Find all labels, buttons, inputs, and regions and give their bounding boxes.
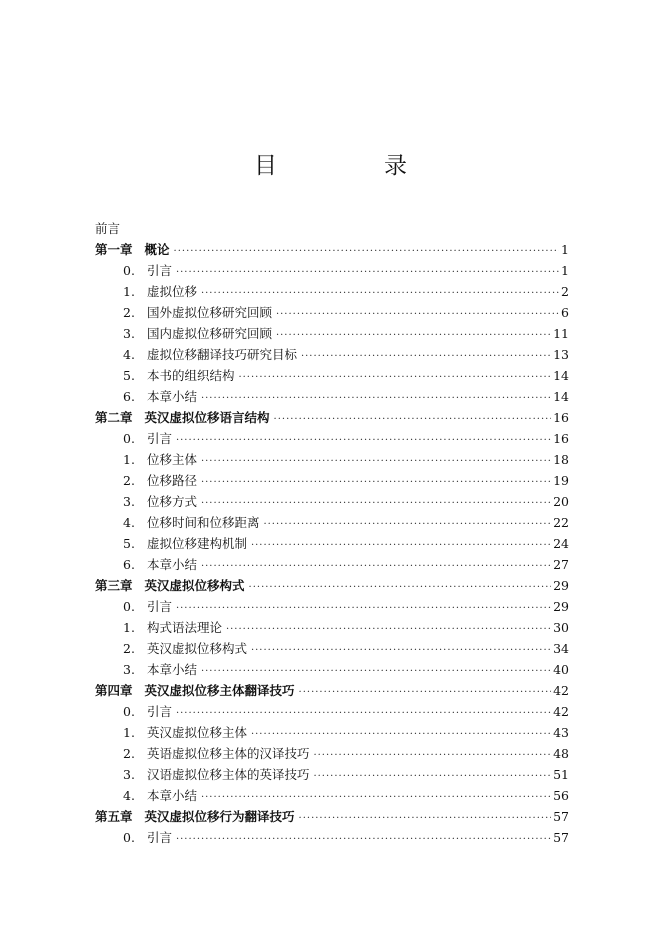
page-title: 目 录 [254,153,449,179]
toc-section-row [95,638,569,659]
toc-page-number: 48 [553,746,569,761]
toc-page-number: 1 [561,263,569,278]
toc-dot-leader [251,640,551,661]
toc-entry-number: 4. [123,515,135,530]
toc-entry-title: 英汉虚拟位移构式 [144,578,245,593]
toc-preface: 前言 [95,221,121,236]
toc-page-number: 51 [553,767,569,782]
toc-dot-leader [274,409,552,430]
toc-entry-number: 2. [123,473,135,488]
toc-section-row [95,344,569,365]
toc-dot-leader [276,304,559,325]
toc-section-row [95,827,569,848]
toc-entry-number: 3. [123,662,135,677]
toc-page-number: 29 [553,599,569,614]
table-of-contents [95,218,569,848]
toc-dot-leader [201,451,551,472]
toc-entry-number: 3. [123,326,135,341]
toc-dot-leader [313,745,551,766]
toc-entry-number: 4. [123,788,135,803]
toc-section-row [95,302,569,323]
toc-section-row [95,428,569,449]
toc-entry-number: 0. [123,830,135,845]
toc-entry-title: 引言 [146,830,172,845]
toc-chapter-row [95,239,569,260]
toc-page-number: 27 [553,557,569,572]
toc-entry-title: 英汉虚拟位移主体 [146,725,247,740]
toc-dot-leader [201,388,551,409]
toc-entry-title: 英语虚拟位移主体的汉译技巧 [146,746,310,761]
toc-page-number: 18 [553,452,569,467]
toc-section-row [95,596,569,617]
toc-entry-number: 第二章 [95,410,133,425]
toc-dot-leader [176,703,551,724]
toc-page-number: 14 [553,389,569,404]
toc-entry-title: 英汉虚拟位移行为翻译技巧 [144,809,295,824]
toc-section-row [95,260,569,281]
toc-dot-leader [201,556,551,577]
toc-dot-leader [176,430,551,451]
toc-dot-leader [251,724,551,745]
toc-chapter-row [95,575,569,596]
toc-entry-number: 6. [123,557,135,572]
toc-dot-leader [226,619,551,640]
toc-section-row [95,281,569,302]
toc-entry-number: 1. [123,284,135,299]
toc-entry-title: 英汉虚拟位移语言结构 [144,410,270,425]
toc-entry-title: 国外虚拟位移研究回顾 [146,305,272,320]
toc-entry-number: 4. [123,347,135,362]
toc-entry-title: 英汉虚拟位移主体翻译技巧 [144,683,295,698]
toc-page-number: 56 [553,788,569,803]
toc-dot-leader [313,766,551,787]
toc-dot-leader [238,367,551,388]
toc-dot-leader [249,577,552,598]
toc-dot-leader [201,472,551,493]
toc-entry-title: 概论 [144,242,170,257]
toc-entry-number: 2. [123,305,135,320]
toc-page-number: 24 [553,536,569,551]
toc-page-number: 22 [553,515,569,530]
toc-entry-title: 引言 [146,599,172,614]
toc-chapter-row [95,680,569,701]
toc-entry-number: 3. [123,494,135,509]
toc-dot-leader [176,829,551,850]
toc-section-row [95,470,569,491]
toc-page-number: 20 [553,494,569,509]
toc-dot-leader [201,283,559,304]
toc-entry-number: 1. [123,725,135,740]
toc-entry-number: 第四章 [95,683,133,698]
toc-entry-number: 6. [123,389,135,404]
toc-page-number: 43 [553,725,569,740]
toc-entry-title: 本章小结 [146,788,197,803]
toc-entry-number: 0. [123,599,135,614]
toc-page-number: 13 [553,347,569,362]
toc-entry-number: 3. [123,767,135,782]
toc-entry-number: 2. [123,746,135,761]
toc-section-row [95,617,569,638]
toc-page-number: 29 [553,578,569,593]
toc-section-row [95,554,569,575]
toc-page-number: 11 [553,326,569,341]
toc-section-row [95,659,569,680]
toc-section-row [95,743,569,764]
toc-dot-leader [299,682,552,703]
toc-dot-leader [276,325,551,346]
toc-section-row [95,533,569,554]
toc-chapter-row [95,806,569,827]
toc-entry-title: 位移主体 [146,452,197,467]
toc-page-number: 19 [553,473,569,488]
toc-entry-title: 英汉虚拟位移构式 [146,641,247,656]
toc-section-row [95,701,569,722]
toc-entry-title: 汉语虚拟位移主体的英译技巧 [146,767,310,782]
toc-entry-title: 虚拟位移建构机制 [146,536,247,551]
toc-entry-title: 虚拟位移翻译技巧研究目标 [146,347,297,362]
toc-section-row [95,785,569,806]
toc-page-number: 57 [553,830,569,845]
toc-page-number: 42 [553,704,569,719]
toc-page-number: 6 [561,305,569,320]
toc-section-row [95,365,569,386]
toc-entry-title: 虚拟位移 [146,284,197,299]
toc-entry-title: 引言 [146,431,172,446]
toc-entry-number: 第一章 [95,242,133,257]
toc-entry-title: 构式语法理论 [146,620,222,635]
toc-entry-number: 0. [123,431,135,446]
toc-section-row [95,323,569,344]
toc-entry-title: 引言 [146,263,172,278]
toc-entry-title: 本章小结 [146,662,197,677]
toc-entry-title: 本章小结 [146,389,197,404]
toc-page-number: 34 [553,641,569,656]
toc-section-row [95,449,569,470]
toc-section-row [95,722,569,743]
toc-entry-number: 2. [123,641,135,656]
toc-entry-number: 0. [123,704,135,719]
toc-section-row [95,764,569,785]
toc-entry-title: 位移方式 [146,494,197,509]
toc-page-number: 16 [553,410,569,425]
toc-entry-number: 0. [123,263,135,278]
toc-dot-leader [201,661,551,682]
toc-dot-leader [176,262,559,283]
toc-section-row [95,386,569,407]
toc-entry-title: 本书的组织结构 [146,368,235,383]
toc-dot-leader [174,241,560,262]
toc-dot-leader [299,808,552,829]
toc-entry-title: 本章小结 [146,557,197,572]
toc-page-number: 14 [553,368,569,383]
toc-page-number: 16 [553,431,569,446]
toc-page-number: 30 [553,620,569,635]
toc-dot-leader [176,598,551,619]
toc-page-number: 1 [561,242,569,257]
toc-entry-number: 1. [123,452,135,467]
toc-entry-number: 5. [123,536,135,551]
toc-entry-number: 1. [123,620,135,635]
toc-section-row [95,491,569,512]
toc-entry-title: 位移路径 [146,473,197,488]
toc-entries [95,239,569,848]
toc-dot-leader [263,514,551,535]
toc-dot-leader [251,535,551,556]
toc-entry-number: 第三章 [95,578,133,593]
toc-section-row [95,512,569,533]
toc-page-number: 40 [553,662,569,677]
toc-page-number: 57 [553,809,569,824]
toc-dot-leader [201,787,551,808]
toc-page-number: 42 [553,683,569,698]
toc-page-number: 2 [561,284,569,299]
toc-entry-number: 5. [123,368,135,383]
toc-chapter-row [95,407,569,428]
toc-dot-leader [201,493,551,514]
toc-entry-title: 国内虚拟位移研究回顾 [146,326,272,341]
toc-entry-title: 位移时间和位移距离 [146,515,260,530]
toc-entry-title: 引言 [146,704,172,719]
toc-dot-leader [301,346,551,367]
toc-entry-number: 第五章 [95,809,133,824]
